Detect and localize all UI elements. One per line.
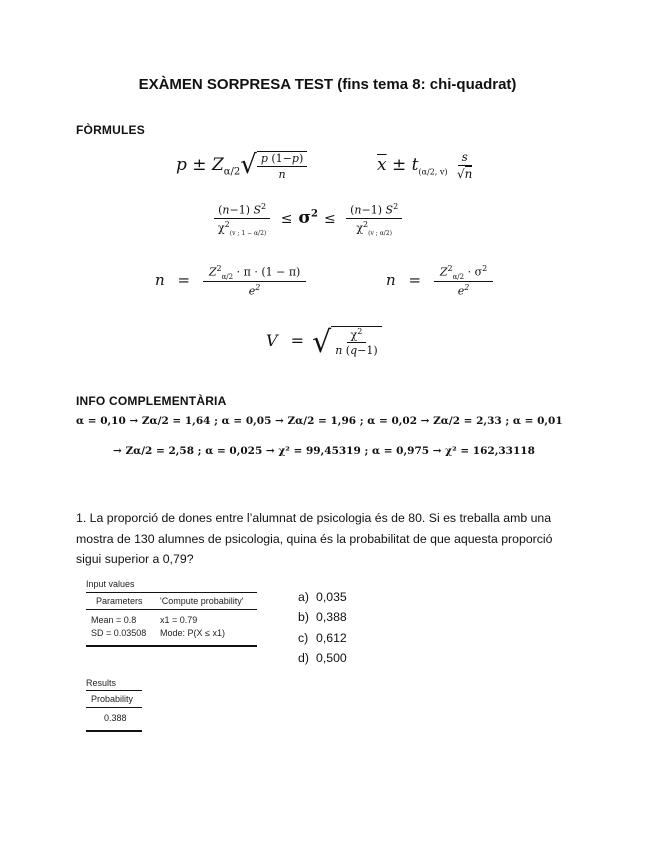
formula-mean-interval: $\overline{x} \pm t_{(\alpha/2, v)}$ $\frac{s}{√n}$ <box>377 150 473 181</box>
results-table-header-rule <box>86 707 142 708</box>
input-mean: Mean = 0.8 <box>91 615 137 625</box>
input-table-bottom-rule <box>86 645 257 647</box>
input-mode: Mode: P(X ≤ x1) <box>160 628 225 638</box>
option-letter: c) <box>298 630 309 645</box>
option-c[interactable] <box>298 631 347 651</box>
formula-sample-size-proportion: n = $\frac{Z^2_{\alpha/2} \cdot \pi \cdot (1 - \pi)}{e^2}$ <box>155 264 306 298</box>
question-1-text: 1. La proporció de dones entre l’alumnat de psicologia és de 80. Si es treballa amb una mostra de 130 alumnes de psicologia, quina és la probabilitat de que aquesta proporció sigui superior a 0,79? <box>76 511 553 566</box>
page-title: EXÀMEN SORPRESA TEST (fins tema 8: chi-quadrat) <box>138 76 517 93</box>
formula-proportion-interval: $p \pm Z_{\alpha/2}√$ $\frac{p (1-p)}{n}$ <box>176 150 307 181</box>
input-table-header-rule <box>86 609 257 610</box>
results-table-bottom-rule <box>86 730 142 732</box>
info-critical-values-line-1: α = 0,10 → Zα/2 = 1,64 ; α = 0,05 → Zα/2 = 1,96 ; α = 0,02 → Zα/2 = 2,33 ; α = 0,01 <box>76 415 563 427</box>
formulas-heading: FÒRMULES <box>76 123 145 137</box>
results-probability-value: 0.388 <box>104 713 127 723</box>
option-value: 0,500 <box>316 650 347 665</box>
input-sd: SD = 0.03508 <box>91 628 147 638</box>
option-d[interactable] <box>298 651 347 671</box>
input-col-parameters: Parameters <box>96 596 143 606</box>
option-letter: b) <box>298 610 309 625</box>
results-caption: Results <box>86 678 117 688</box>
option-a[interactable] <box>298 590 347 610</box>
input-values-caption: Input values <box>86 579 135 589</box>
input-table-top-rule <box>86 592 257 593</box>
results-table-top-rule <box>86 690 142 691</box>
info-heading: INFO COMPLEMENTÀRIA <box>76 394 227 408</box>
option-value: 0,035 <box>316 590 347 604</box>
formula-cramers-v: V = √ $\frac{\chi^2}{n (q-1)}$ <box>266 325 382 360</box>
option-b[interactable] <box>298 610 347 630</box>
option-letter: a) <box>298 590 309 604</box>
results-col-probability: Probability <box>91 694 134 704</box>
option-value: 0,388 <box>316 610 347 625</box>
formula-variance-interval: $\frac{(n-1) S^2}{\chi^2_{(v ; 1 - \alpha/2)}}$ ≤ $\sigma^2$ ≤ $\frac{(n-1) S^2}{\chi^2_{(v ; \alpha/2)}}$ <box>214 202 402 237</box>
formula-sample-size-mean: n = $\frac{Z^2_{\alpha/2} \cdot \sigma^2}{e^2}$ <box>386 264 493 298</box>
answer-options <box>298 590 347 671</box>
option-value: 0,612 <box>316 630 347 645</box>
input-col-compute: 'Compute probability' <box>160 596 244 606</box>
option-letter: d) <box>298 650 309 665</box>
input-x1: x1 = 0.79 <box>160 615 198 625</box>
info-critical-values-line-2: → Zα/2 = 2,58 ; α = 0,025 → χ² = 99,45319 ; α = 0,975 → χ² = 162,33118 <box>113 445 535 457</box>
